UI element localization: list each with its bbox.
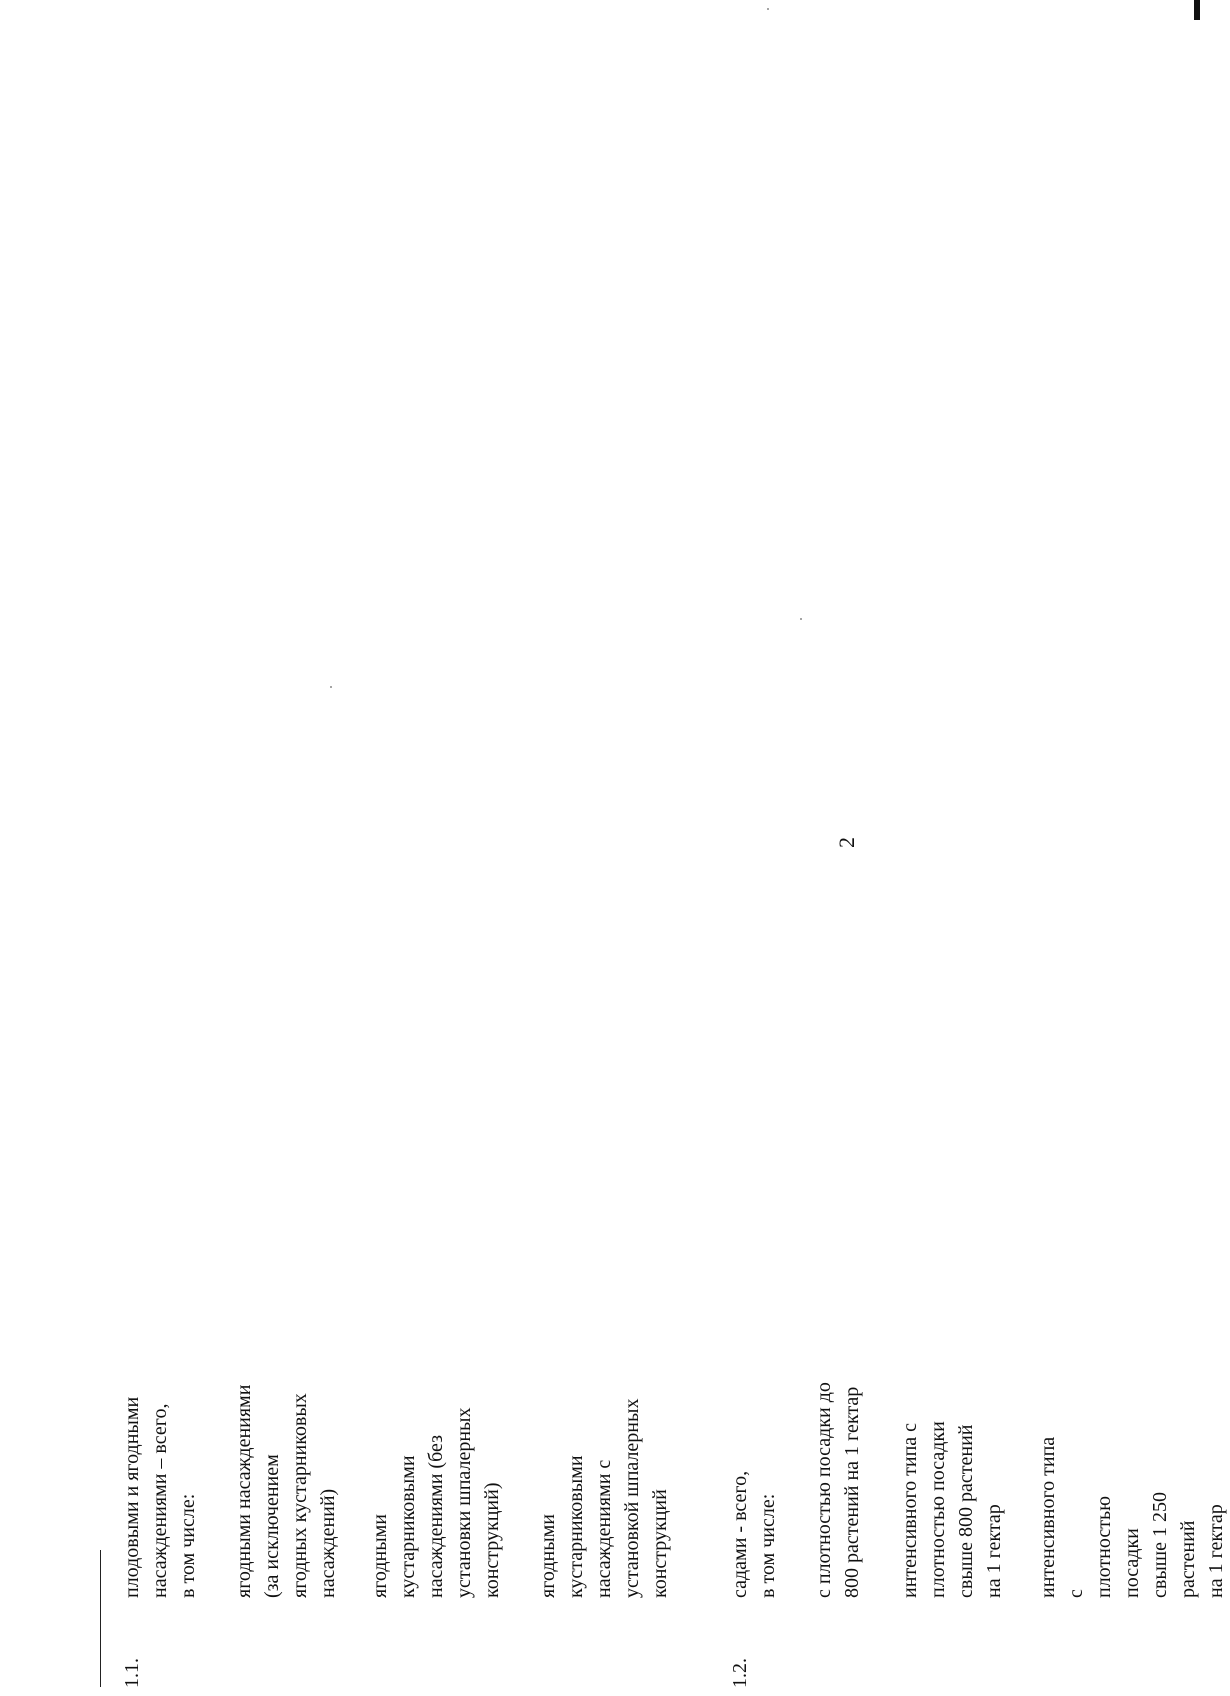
scan-speck: [330, 686, 332, 688]
scan-speck: [767, 8, 769, 10]
table-row-1-2-item-3: интенсивного типа с плотностью посадки свыше 1 250 растений на 1 гектар: [1037, 1436, 1227, 1598]
scan-edge-mark: [1194, 0, 1200, 20]
table-row-1-1-item-3: ягодными кустарниковыми насаждениями с установкой шпалерных конструкций: [537, 1398, 671, 1598]
section-heading-1-1: плодовыми и ягодными насаждениями – всего, в том числе:: [121, 1396, 199, 1598]
section-heading-1-2: садами - всего, в том числе:: [729, 1470, 779, 1598]
section-number-1-2: 1.2.: [729, 1658, 751, 1688]
table-rule: [100, 1550, 101, 1687]
section-number-1-1: 1.1.: [121, 1658, 143, 1688]
table-row-1-1-item-1: ягодными насаждениями (за исключением ягодных кустарниковых насаждений): [233, 1384, 339, 1598]
table-row-1-2-item-2: интенсивного типа с плотностью посадки свыше 800 растений на 1 гектар: [899, 1421, 1005, 1598]
scan-speck: [800, 618, 802, 620]
table-row-1-1-item-2: ягодными кустарниковыми насаждениями (без установки шпалерных конструкций): [369, 1407, 503, 1598]
table-row-1-2-item-1: с плотностью посадки до 800 растений на 1 гектар: [813, 1382, 863, 1598]
page-number: 2: [834, 837, 859, 848]
